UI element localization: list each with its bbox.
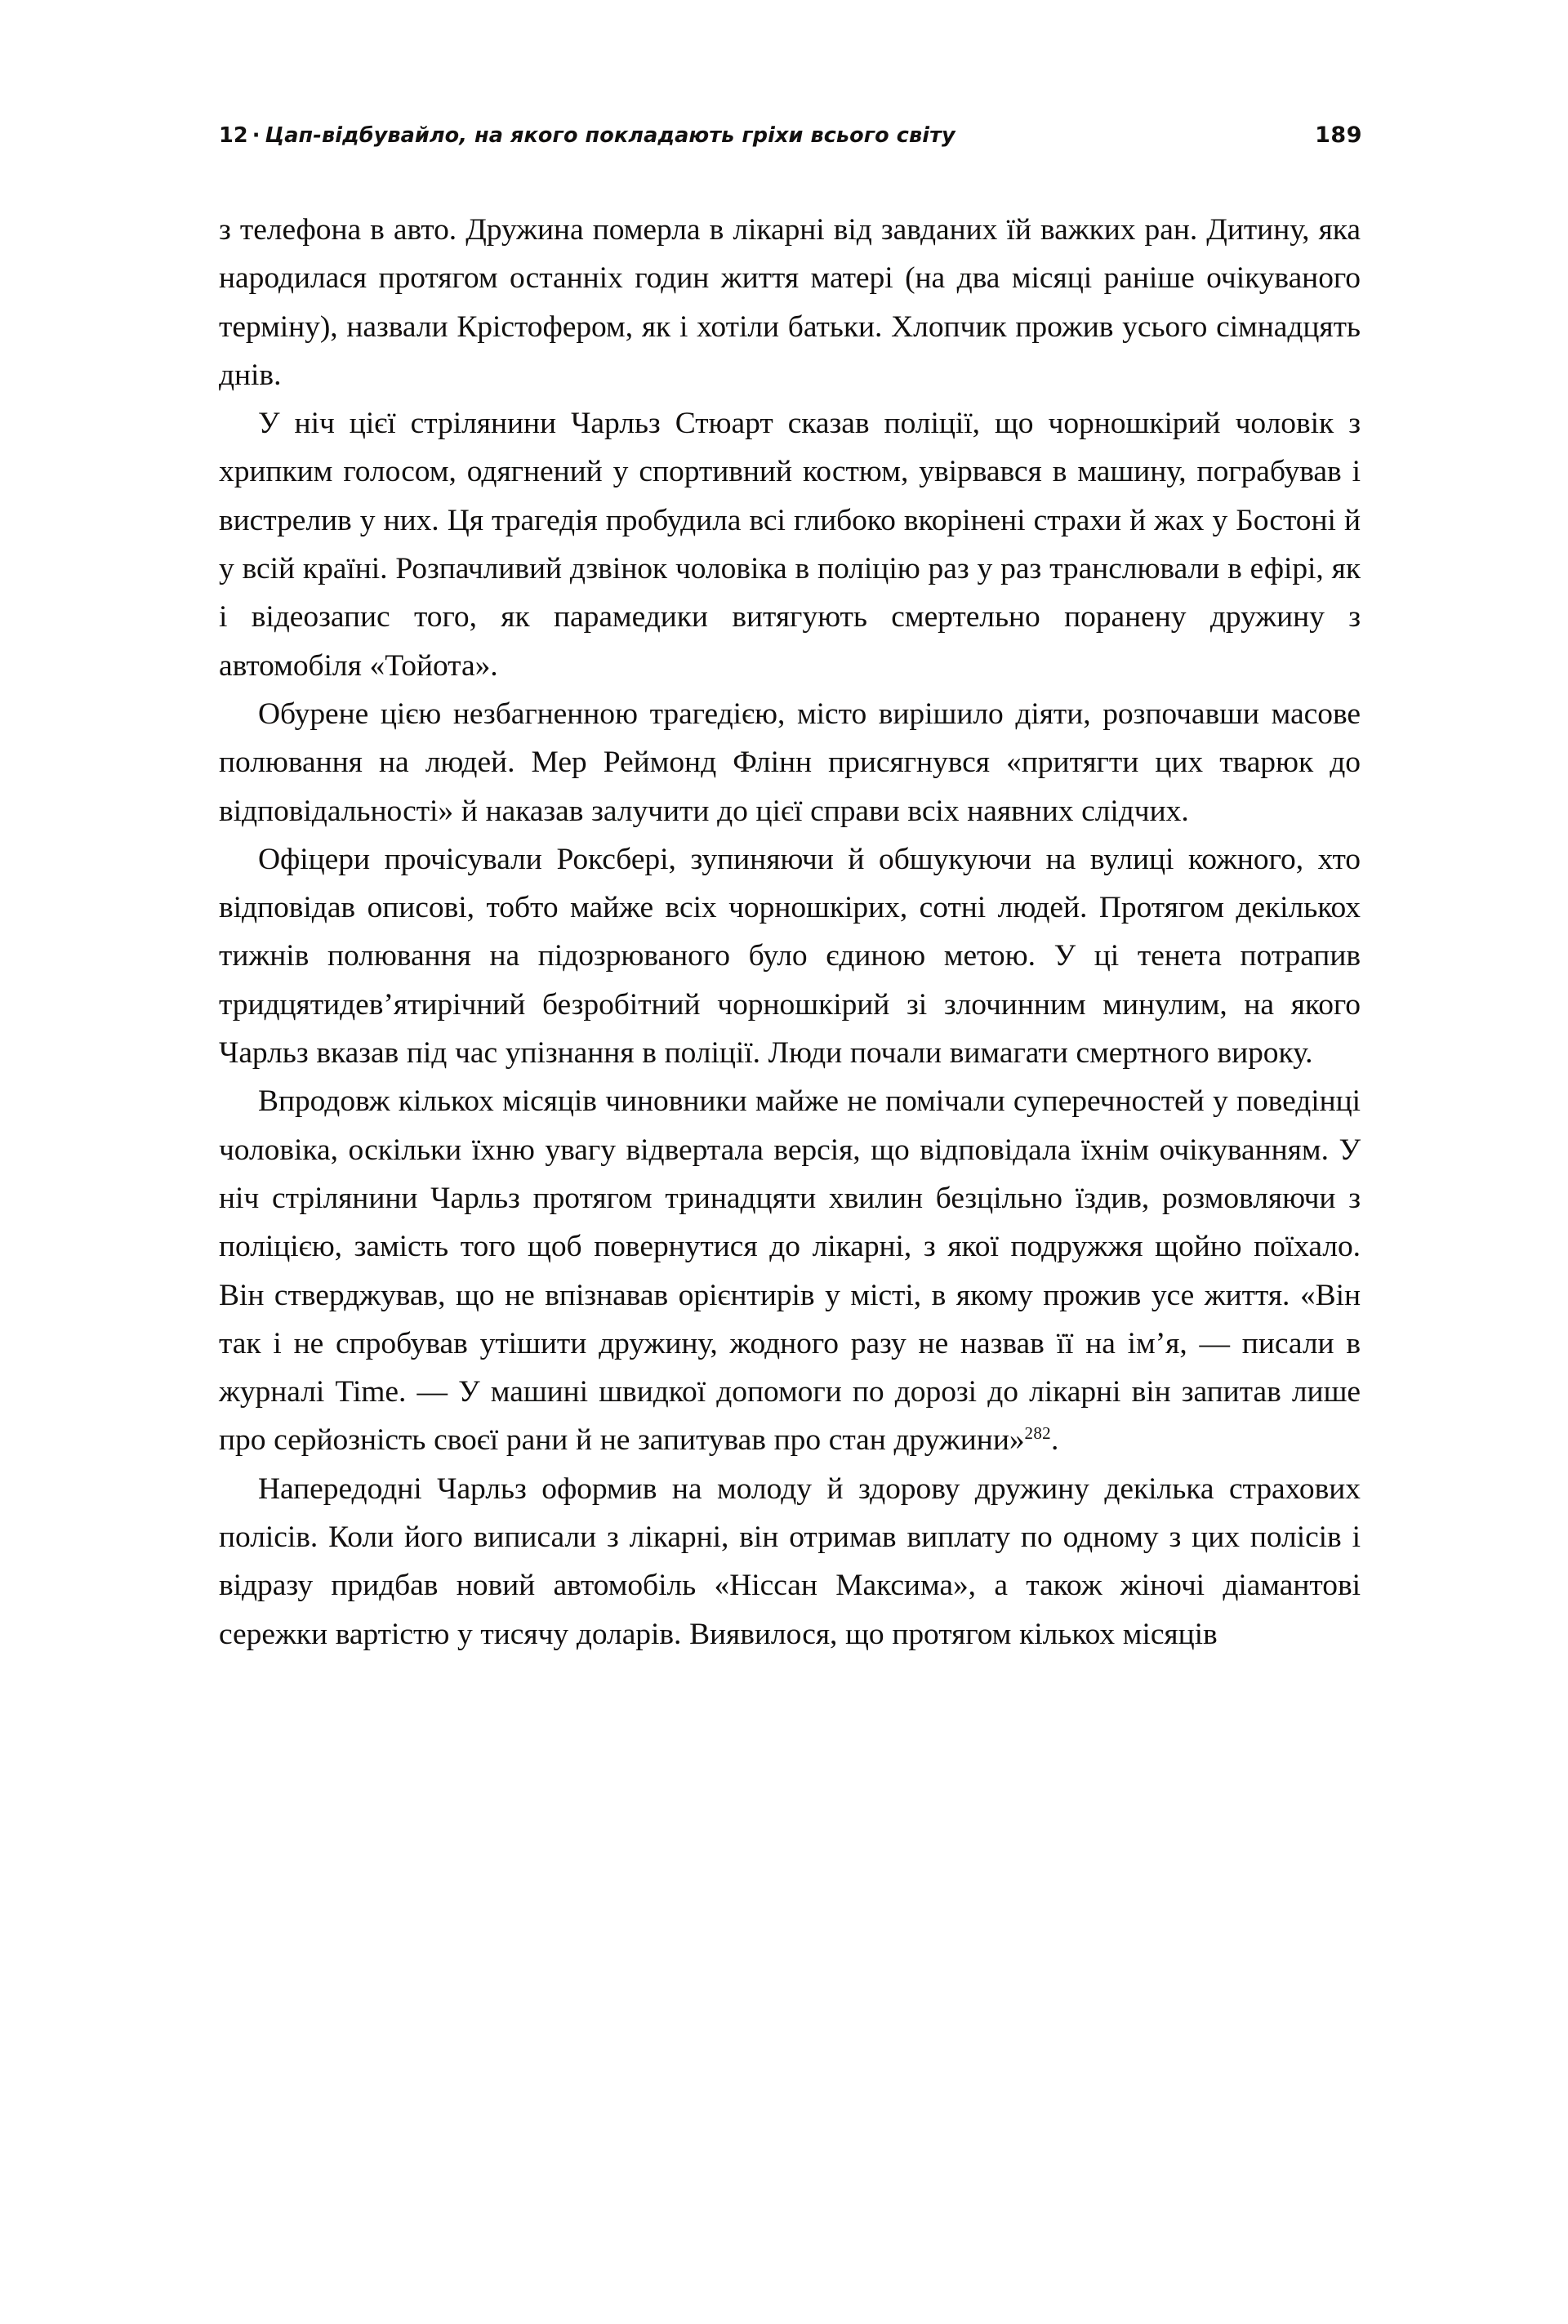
running-head [219,122,1362,160]
paragraph-5-tail: . [1050,1423,1059,1458]
chapter-number: 12 [219,123,248,148]
paragraph-6: Напередодні Чарльз оформив на молоду й здорову дружину декілька страхових полісів. Коли його виписали з лікарні, він отримав виплату по одному з цих полісів і відразу придбав новий автомобіль «Ніссан Максима», а також жіночі діамантові сережки вартістю у тисячу доларів. Виявилося, що протягом кількох місяців [219,1471,1361,1651]
paragraph-5 [219,1077,1361,1464]
paragraph-1: з телефона в авто. Дружина померла в лікарні від завданих їй важких ран. Дитину, яка народилася протягом останніх годин життя матері (на два місяці раніше очікуваного терміну), назвали Крістофером, як і хотіли батьки. Хлопчик прожив усього сімнадцять днів. [219,213,1361,392]
chapter-title: Цап-відбувайло, на якого покладають гріхи всього світу [265,123,956,148]
footnote-reference[interactable]: 282 [1024,1423,1051,1444]
running-head-separator: · [252,123,261,148]
paragraph-5-text: Впродовж кількох місяців чиновники майже не помічали суперечностей у поведінці чоловіка, оскільки їхню увагу відвертала версія, що відповідала їхнім очікуванням. У ніч стрілянини Чарльз протягом тринадцяти хвилин безцільно їздив, розмовляючи з поліцією, замість того щоб повернутися до лікарні, з якої подружжя щойно поїхало. Він стверджував, що не впізнавав орієнтирів у місті, в якому прожив усе життя. «Він так і не спробував утішити дружину, жодного разу не назвав її на ім’я, — писали в журналі Time. — У машині швидкої допомоги по дорозі до лікарні він запитав лише про серйозність своєї рани й не запитував про стан дружини» [219,1084,1361,1458]
paragraph-2: У ніч цієї стрілянини Чарльз Стюарт сказав поліції, що чорношкірий чоловік з хрипким голосом, одягнений у спортивний костюм, увірвався в машину, пограбував і вистрелив у них. Ця трагедія пробудила всі глибоко вкорінені страхи й жах у Бостоні й у всій країні. Розпачливий дзвінок чоловіка в поліцію раз у раз транслювали в ефірі, як і відеозапис того, як парамедики витягують смертельно поранену дружину з автомобіля «Тойота». [219,407,1361,683]
body-text [219,206,1361,1658]
running-head-title [219,123,956,148]
page-number: 189 [1315,122,1362,148]
paragraph-4: Офіцери прочісували Роксбері, зупиняючи й обшукуючи на вулиці кожного, хто відповідав описові, тобто майже всіх чорношкірих, сотні людей. Протягом декількох тижнів полювання на підозрюваного було єдиною метою. У ці тенета потрапив тридцятидев’ятирічний безробітний чорношкірий зі злочинним минулим, на якого Чарльз вказав під час упізнання в поліції. Люди почали вимагати смертного вироку. [219,842,1361,1071]
paragraph-3: Обурене цією незбагненною трагедією, місто вирішило діяти, розпочавши масове полювання на людей. Мер Реймонд Флінн присягнувся «притягти цих тварюк до відповідальності» й наказав залучити до цієї справи всіх наявних слідчих. [219,697,1361,828]
